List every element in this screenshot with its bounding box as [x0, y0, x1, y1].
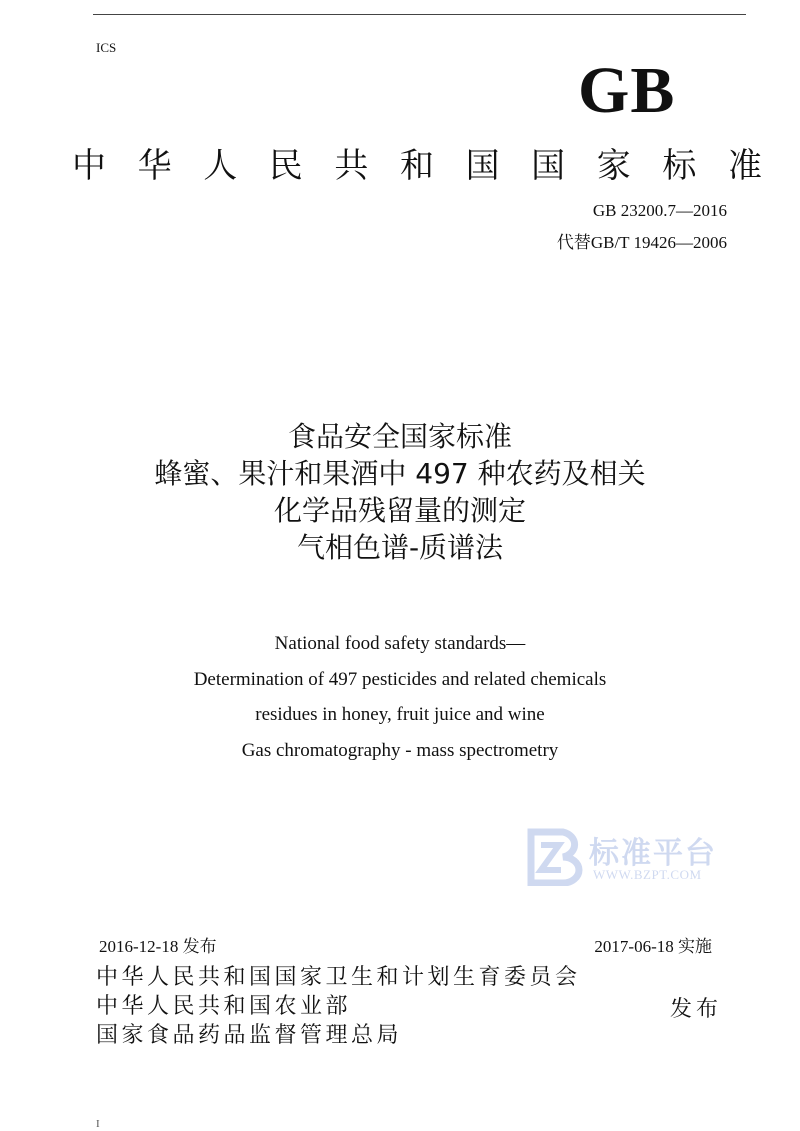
watermark-text-cn: 标准平台: [589, 836, 717, 871]
english-title: [0, 626, 800, 768]
chinese-title-line: 食品安全国家标准: [287, 420, 512, 453]
heading-char: 国: [465, 146, 500, 186]
chinese-title-line: 化学品残留量的测定: [273, 494, 526, 527]
implementation-date: 2017-06-18 实施: [594, 937, 712, 956]
page-mark: I: [96, 1118, 100, 1130]
english-title-line: Determination of 497 pesticides and related chemicals: [193, 668, 607, 690]
ics-label: ICS: [96, 40, 117, 55]
replaces-standard: 代替GB/T 19426—2006: [556, 233, 727, 252]
english-title-line: residues in honey, fruit juice and wine: [255, 704, 545, 725]
heading-char: 共: [334, 146, 369, 186]
issuer-line: 中华人民共和国国家卫生和计划生育委员会: [96, 965, 581, 990]
issuer-line: 中华人民共和国农业部: [96, 994, 352, 1019]
chinese-title-line: 蜂蜜、果汁和果酒中 497 种农药及相关: [154, 457, 646, 490]
issuing-authorities: [96, 963, 581, 1050]
standard-number: GB 23200.7—2016: [592, 201, 727, 220]
english-title-line: Gas chromatography - mass spectrometry: [241, 739, 559, 761]
heading-char: 国: [531, 146, 566, 186]
national-standard-heading: [72, 146, 762, 186]
chinese-title-line: 气相色谱-质谱法: [296, 531, 504, 564]
issuer-line: 国家食品药品监督管理总局: [96, 1023, 403, 1048]
heading-char: 民: [268, 146, 303, 186]
heading-char: 准: [727, 146, 762, 186]
top-rule: [93, 14, 746, 15]
heading-char: 家: [596, 146, 631, 186]
gb-logo: GB: [578, 54, 676, 127]
heading-char: 标: [662, 146, 697, 186]
heading-char: 人: [203, 146, 238, 186]
english-title-line: National food safety standards—: [274, 633, 526, 654]
issue-date: 2016-12-18 发布: [99, 937, 217, 956]
heading-char: 华: [137, 146, 172, 186]
watermark: [527, 828, 727, 888]
heading-char: 中: [72, 146, 106, 186]
chinese-title: [0, 418, 800, 566]
bz-logo-icon: [527, 828, 585, 886]
heading-char: 和: [399, 146, 434, 186]
publish-label: 发布: [669, 997, 722, 1022]
watermark-text-en: WWW.BZPT.COM: [593, 867, 702, 882]
